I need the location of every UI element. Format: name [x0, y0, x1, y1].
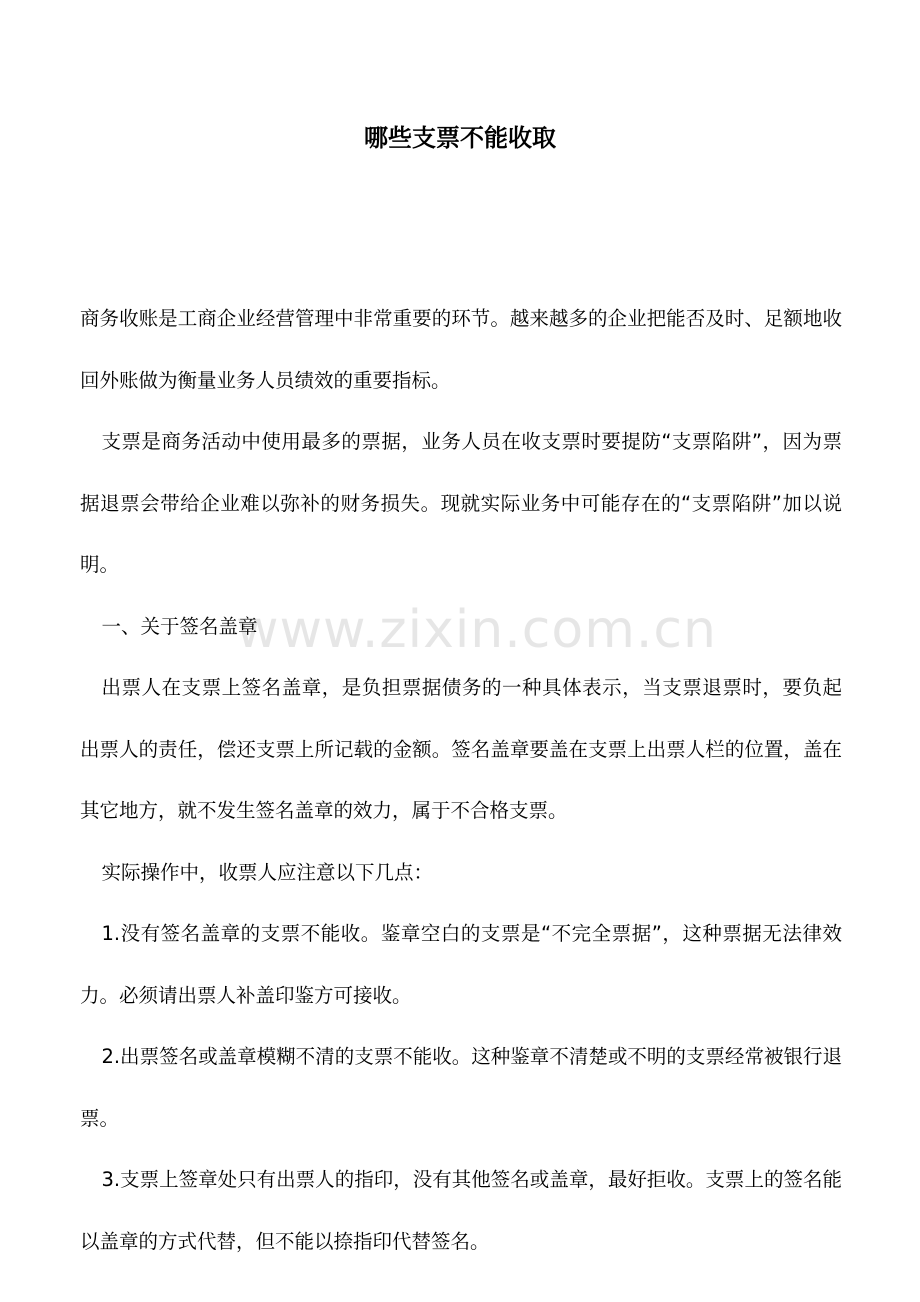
list-item-1: 1.没有签名盖章的支票不能收。鉴章空白的支票是“不完全票据”，这种票据无法律效力。必须请出票人补盖印鉴方可接收。 — [80, 922, 842, 1007]
paragraph-intro: 商务收账是工商企业经营管理中非常重要的环节。越来越多的企业把能否及时、足额地收回外账做为衡量业务人员绩效的重要指标。 — [80, 307, 842, 392]
document-title: 哪些支票不能收取 — [364, 124, 556, 152]
paragraph-notes-intro: 实际操作中，收票人应注意以下几点： — [101, 860, 433, 884]
list-item-2: 2.出票签名或盖章模糊不清的支票不能收。这种鉴章不清楚或不明的支票经常被银行退票。 — [80, 1045, 842, 1130]
list-item-3: 3.支票上签章处只有出票人的指印，没有其他签名或盖章，最好拒收。支票上的签名能以盖章的方式代替，但不能以捺指印代替签名。 — [80, 1168, 842, 1253]
paragraph-signature: 出票人在支票上签名盖章，是负担票据债务的一种具体表示，当支票退票时，要负起出票人的责任，偿还支票上所记载的金额。签名盖章要盖在支票上出票人栏的位置，盖在其它地方，就不发生签名盖章的效力，属于不合格支票。 — [80, 676, 842, 822]
document-body — [80, 288, 842, 1272]
watermark: www.zixin.com.cn — [236, 600, 717, 660]
section-heading-signature: 一、关于签名盖章 — [101, 614, 258, 638]
paragraph-cheque-trap: 支票是商务活动中使用最多的票据，业务人员在收支票时要提防“支票陷阱”，因为票据退票会带给企业难以弥补的财务损失。现就实际业务中可能存在的“支票陷阱”加以说明。 — [80, 430, 842, 576]
